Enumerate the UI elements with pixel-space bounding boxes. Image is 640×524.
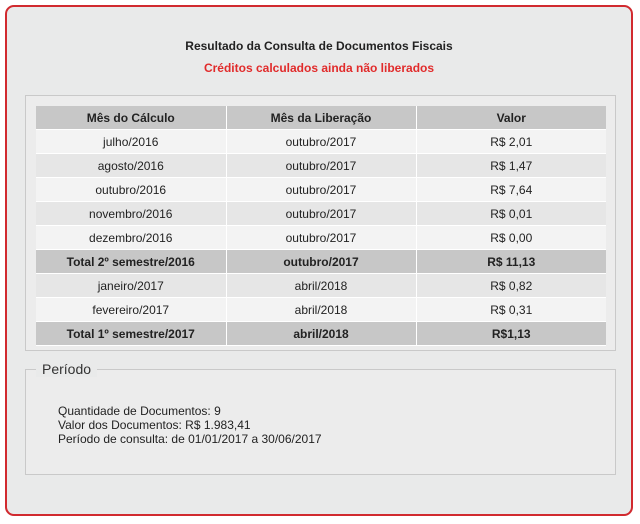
credits-table-panel xyxy=(25,95,616,351)
page-subtitle: Créditos calculados ainda não liberados xyxy=(203,61,435,75)
cell-calc-month: fevereiro/2017 xyxy=(36,298,226,322)
cell-release-month: outubro/2017 xyxy=(226,250,416,274)
cell-value: R$1,13 xyxy=(416,322,606,346)
table-row xyxy=(36,202,606,226)
cell-calc-month: novembro/2016 xyxy=(36,202,226,226)
period-panel xyxy=(25,361,616,475)
table-row xyxy=(36,226,606,250)
cell-value: R$ 0,01 xyxy=(416,202,606,226)
cell-release-month: abril/2018 xyxy=(226,274,416,298)
credits-table xyxy=(36,106,606,346)
cell-release-month: abril/2018 xyxy=(226,322,416,346)
cell-calc-month: outubro/2016 xyxy=(36,178,226,202)
cell-release-month: abril/2018 xyxy=(226,298,416,322)
column-header-calc-month: Mês do Cálculo xyxy=(36,106,226,130)
cell-calc-month: agosto/2016 xyxy=(36,154,226,178)
table-row xyxy=(36,298,606,322)
cell-release-month: outubro/2017 xyxy=(226,130,416,154)
table-total-row xyxy=(36,322,606,346)
period-legend: Período xyxy=(36,361,97,377)
cell-calc-month: Total 1º semestre/2017 xyxy=(36,322,226,346)
cell-value: R$ 2,01 xyxy=(416,130,606,154)
result-header xyxy=(7,39,631,75)
table-row xyxy=(36,130,606,154)
table-row xyxy=(36,154,606,178)
cell-release-month: outubro/2017 xyxy=(226,202,416,226)
result-card xyxy=(5,5,633,516)
cell-release-month: outubro/2017 xyxy=(226,154,416,178)
cell-calc-month: Total 2º semestre/2016 xyxy=(36,250,226,274)
cell-value: R$ 0,00 xyxy=(416,226,606,250)
column-header-release-month: Mês da Liberação xyxy=(226,106,416,130)
cell-value: R$ 11,13 xyxy=(416,250,606,274)
cell-calc-month: julho/2016 xyxy=(36,130,226,154)
table-row xyxy=(36,274,606,298)
cell-value: R$ 1,47 xyxy=(416,154,606,178)
table-row xyxy=(36,178,606,202)
period-details xyxy=(58,404,322,446)
cell-value: R$ 7,64 xyxy=(416,178,606,202)
column-header-value: Valor xyxy=(416,106,606,130)
document-value: Valor dos Documentos: R$ 1.983,41 xyxy=(58,418,251,432)
page-title: Resultado da Consulta de Documentos Fiscais xyxy=(185,39,453,53)
cell-calc-month: dezembro/2016 xyxy=(36,226,226,250)
query-period: Período de consulta: de 01/01/2017 a 30/06/2017 xyxy=(58,432,322,446)
table-total-row xyxy=(36,250,606,274)
table-header-row xyxy=(36,106,606,130)
cell-release-month: outubro/2017 xyxy=(226,226,416,250)
cell-value: R$ 0,82 xyxy=(416,274,606,298)
cell-calc-month: janeiro/2017 xyxy=(36,274,226,298)
cell-value: R$ 0,31 xyxy=(416,298,606,322)
cell-release-month: outubro/2017 xyxy=(226,178,416,202)
document-count: Quantidade de Documentos: 9 xyxy=(58,404,221,418)
